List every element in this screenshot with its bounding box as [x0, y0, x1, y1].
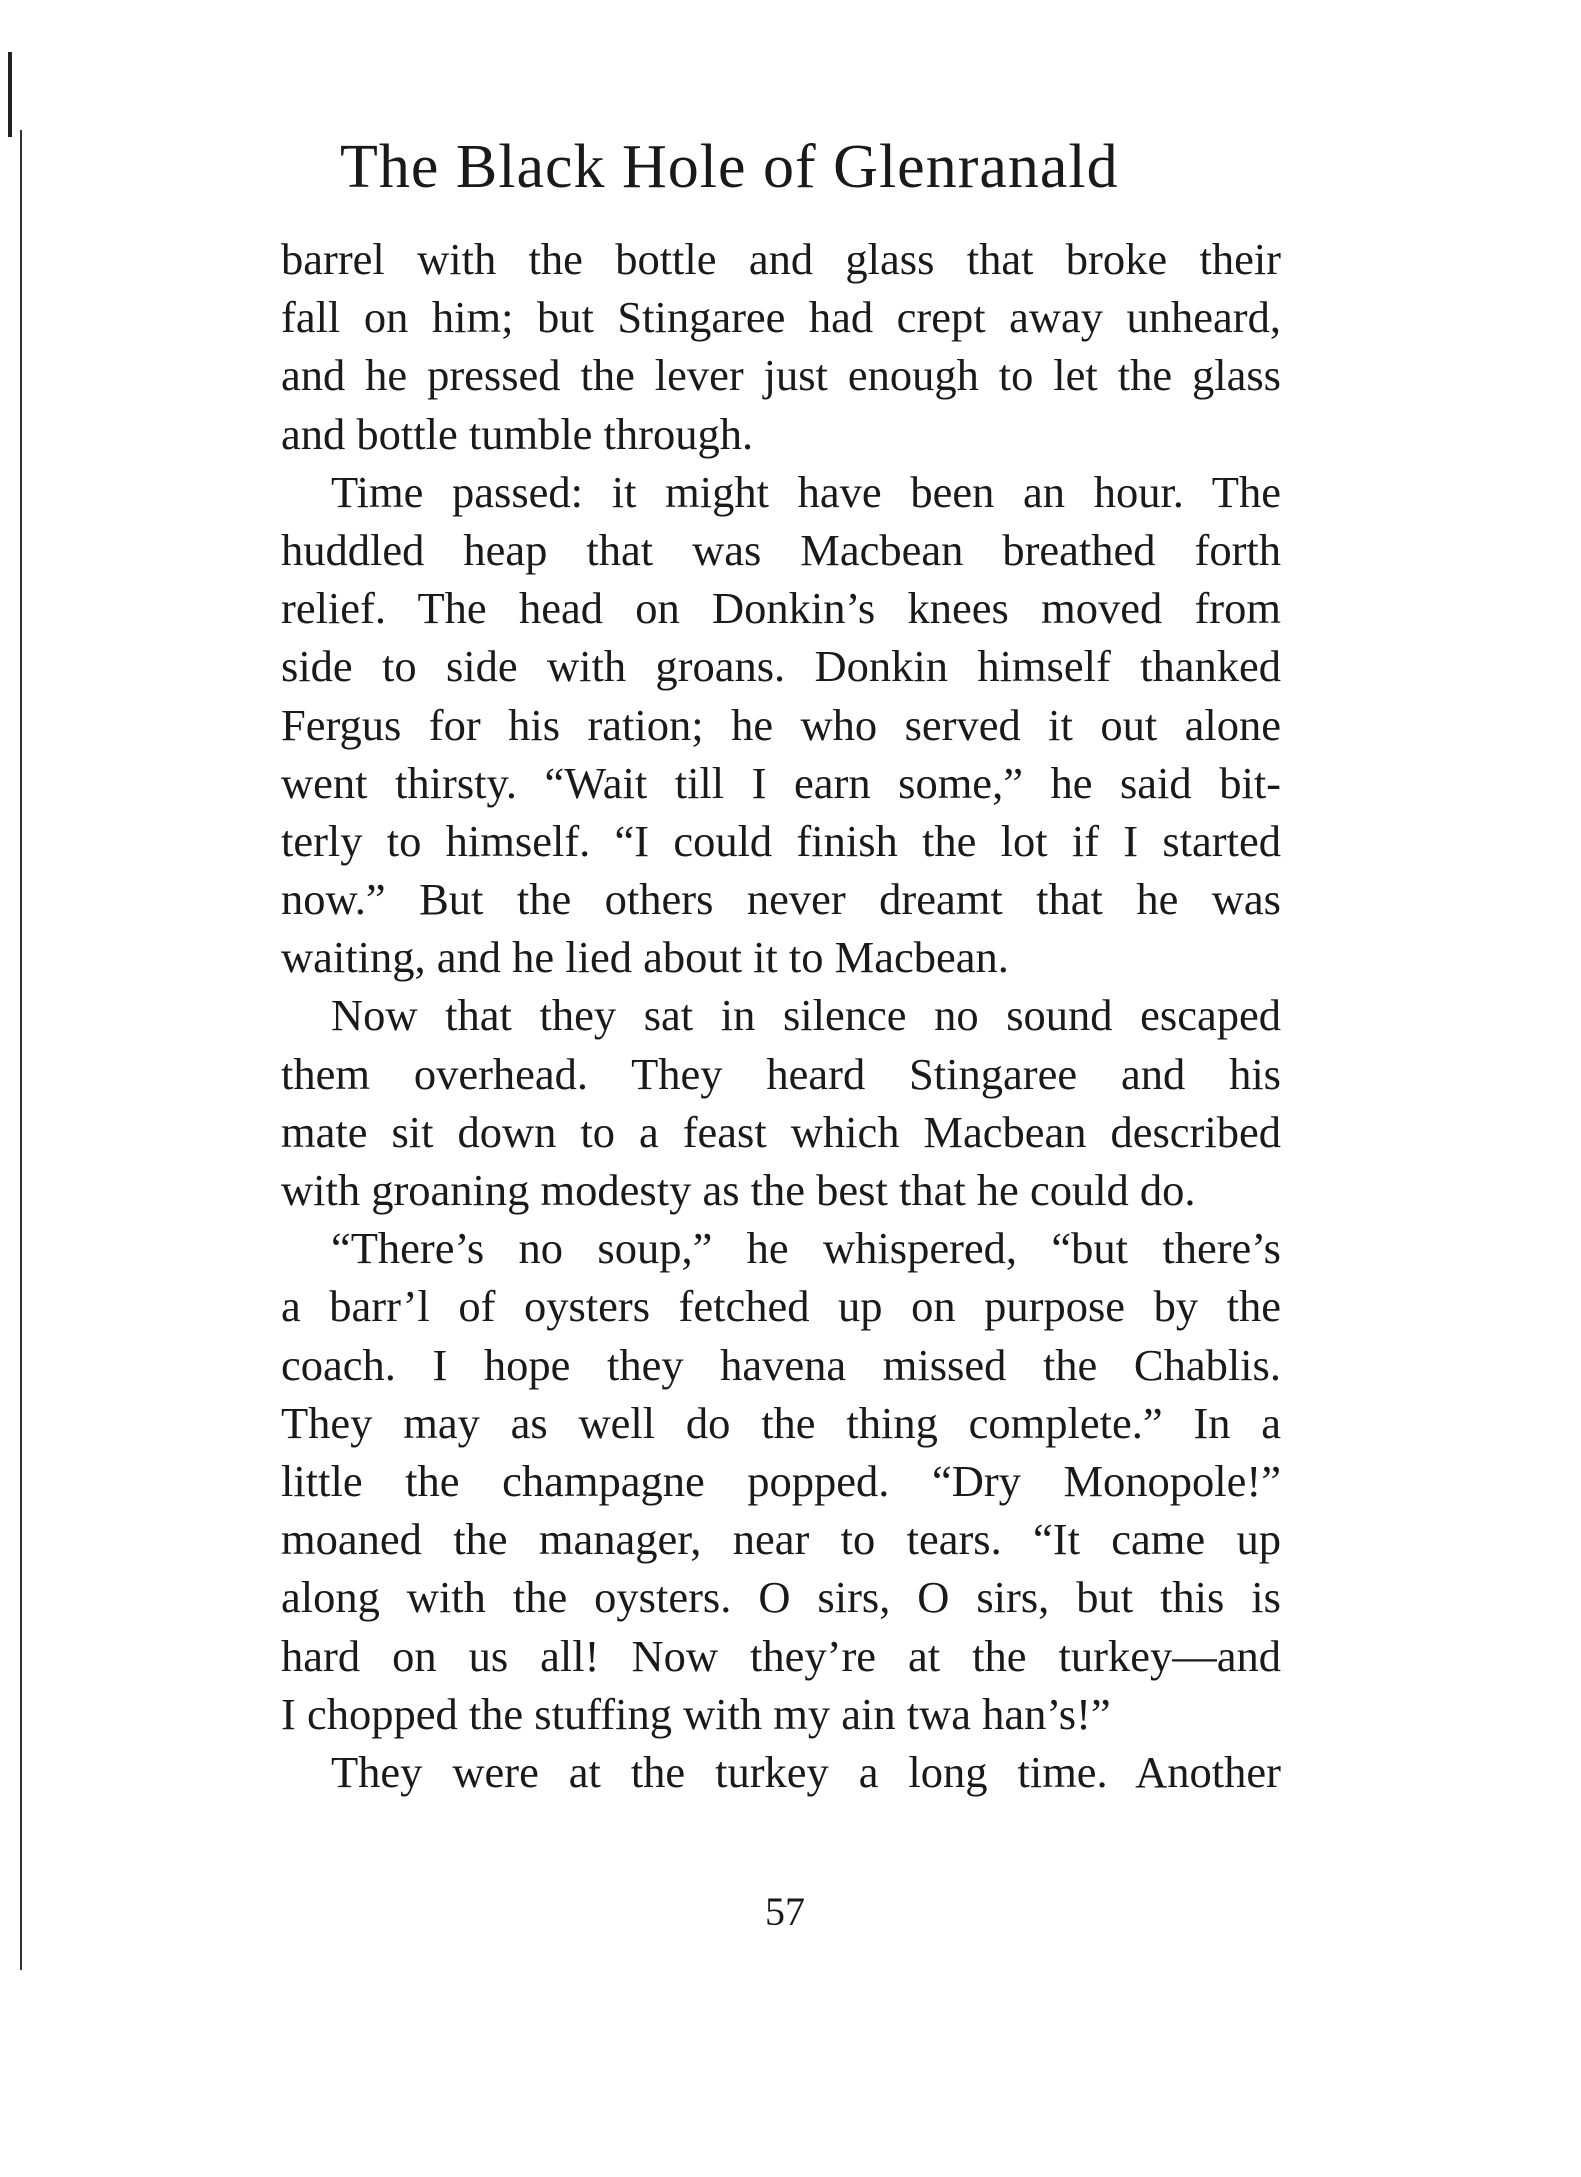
text-line: waiting, and he lied about it to Macbean. [281, 932, 1009, 983]
text-line: and bottle tumble through. [281, 408, 754, 459]
text-line: Fergus for his ration; he who served it out alone [281, 699, 1281, 750]
text-line: mate sit down to a feast which Macbean described [281, 1106, 1281, 1157]
text-line: and he pressed the lever just enough to let the glass [281, 350, 1281, 401]
text-line: along with the oysters. O sirs, O sirs, but this is [281, 1572, 1281, 1623]
page-number: 57 [765, 1889, 805, 1934]
text-line: barrel with the bottle and glass that broke their [281, 234, 1281, 284]
text-line: hard on us all! Now they’re at the turkey—and [281, 1630, 1281, 1681]
text-line: them overhead. They heard Stingaree and his [281, 1048, 1281, 1099]
text-line: little the champagne popped. “Dry Monopole!” [281, 1455, 1281, 1506]
text-line: side to side with groans. Donkin himself thanked [281, 641, 1281, 692]
text-line: fall on him; but Stingaree had crept away unheard, [281, 292, 1281, 343]
text-line: “There’s no soup,” he whispered, “but there’s [331, 1223, 1281, 1274]
text-line: terly to himself. “I could finish the lot if I started [281, 815, 1281, 866]
text-line: I chopped the stuffing with my ain twa han’s!” [281, 1688, 1111, 1739]
text-line: coach. I hope they havena missed the Chablis. [281, 1339, 1281, 1390]
scan-binding-mark [8, 52, 12, 137]
text-line: relief. The head on Donkin’s knees moved from [281, 583, 1281, 634]
text-line: with groaning modesty as the best that he could do. [281, 1165, 1196, 1215]
text-line: Time passed: it might have been an hour. The [331, 466, 1281, 517]
text-line: They were at the turkey a long time. Another [331, 1746, 1281, 1797]
running-header-title: The Black Hole of Glenranald [340, 133, 1119, 201]
text-line: now.” But the others never dreamt that he was [281, 874, 1281, 925]
text-line: huddled heap that was Macbean breathed forth [281, 524, 1281, 575]
text-line: moaned the manager, near to tears. “It came up [281, 1514, 1281, 1565]
body-text [281, 230, 1281, 1801]
scan-binding-line [20, 130, 22, 1970]
text-line: went thirsty. “Wait till I earn some,” he said bit- [281, 757, 1281, 808]
text-line: Now that they sat in silence no sound escaped [331, 990, 1281, 1041]
text-line: They may as well do the thing complete.” In a [281, 1397, 1281, 1448]
text-line: a barr’l of oysters fetched up on purpose by the [281, 1281, 1281, 1332]
